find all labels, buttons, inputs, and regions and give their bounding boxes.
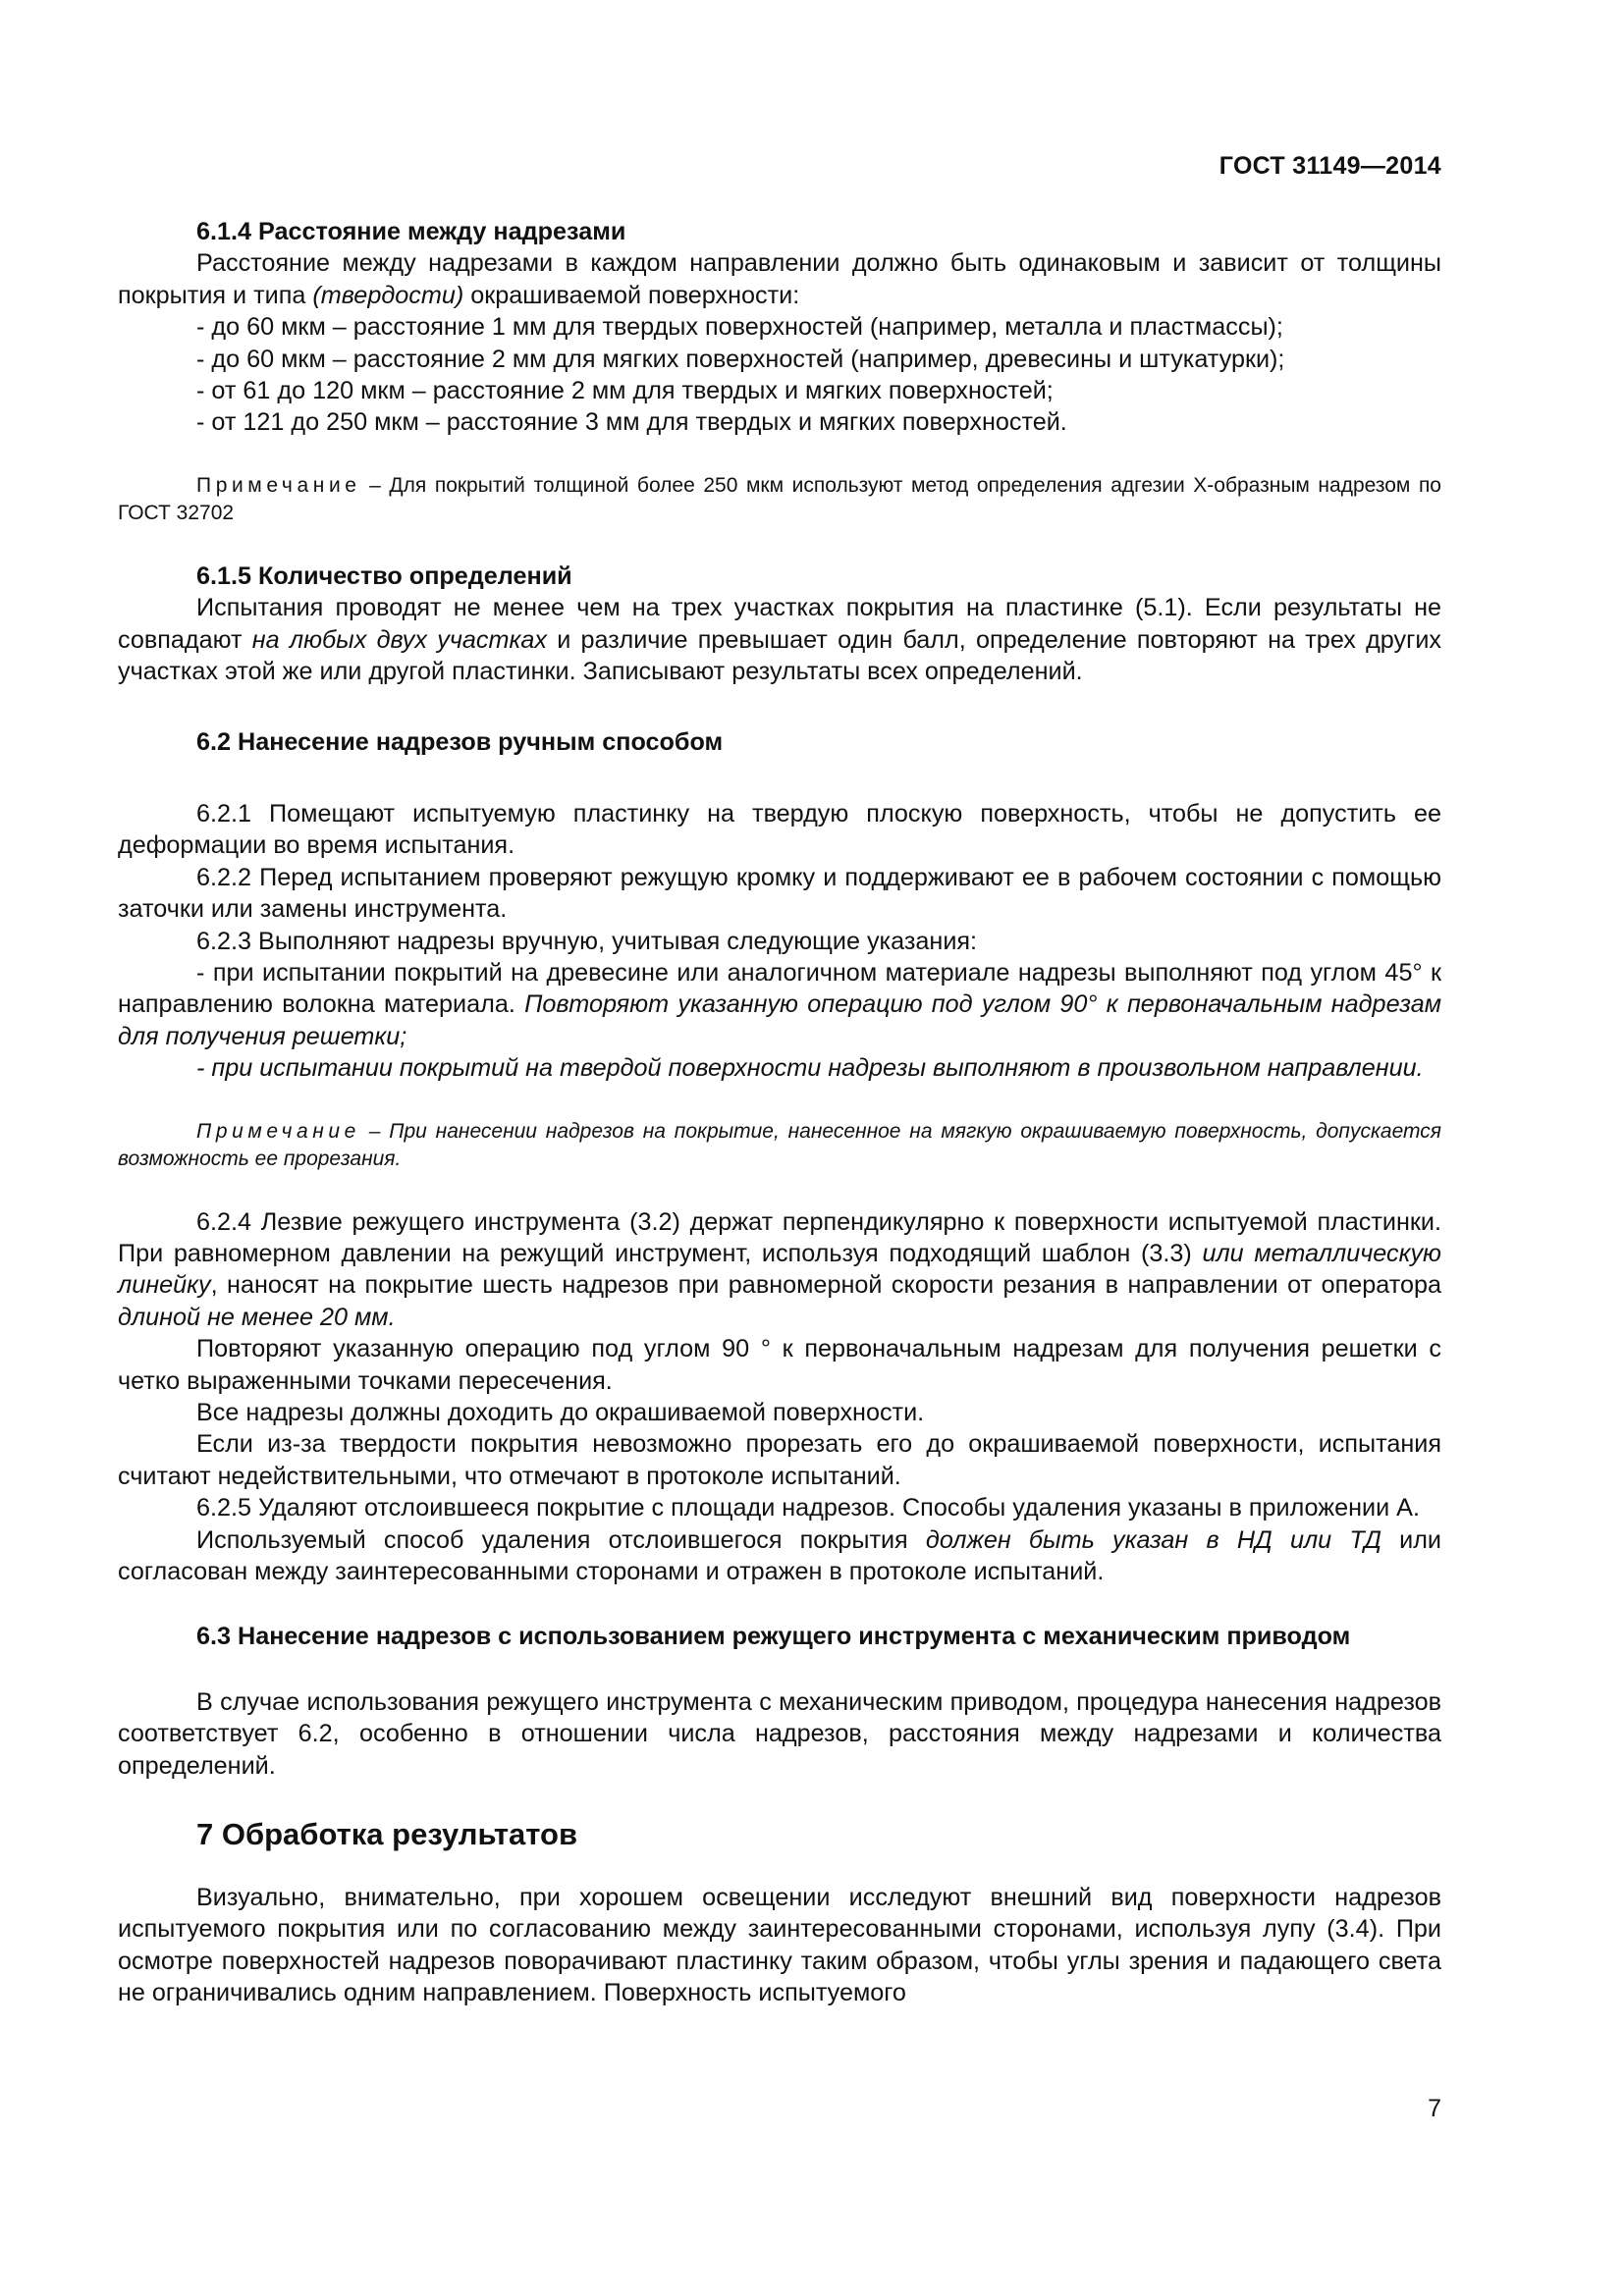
heading-6-1-5: 6.1.5 Количество определений bbox=[196, 561, 572, 590]
document-id-header: ГОСТ 31149—2014 bbox=[1218, 152, 1441, 180]
paragraph-6-1-4-intro: Расстояние между надрезами в каждом направлении должно быть одинаковым и зависит от толщины покрытия и типа (твердости) окрашиваемой поверхности: bbox=[118, 249, 1441, 309]
paragraph-6-2-2: 6.2.2 Перед испытанием проверяют режущую кромку и поддерживают ее в рабочем состоянии с помощью заточки или замены инструмента. bbox=[118, 863, 1441, 924]
paragraph-6-2-1: 6.2.1 Помещают испытуемую пластинку на твердую плоскую поверхность, чтобы не допустить ее деформации во время испытания. bbox=[118, 799, 1441, 860]
heading-6-3: 6.3 Нанесение надрезов с использованием режущего инструмента с механическим приводом bbox=[196, 1623, 1351, 1651]
page-content bbox=[118, 216, 1441, 2009]
list-item: - при испытании покрытий на древесине или аналогичном материале надрезы выполняют под углом 45° к направлению волокна материала. Повторяют указанную операцию под углом 90° к первоначальным надрезам для получения решетки; bbox=[118, 958, 1441, 1050]
paragraph-7: Визуально, внимательно, при хорошем освещении исследуют внешний вид поверхности надрезов испытуемого покрытия или по согласованию между заинтересованными сторонами, используя лупу (3.4). При осмотре поверхностей надрезов поворачивают пластинку таким образом, чтобы углы зрения и падающего света не ограничивались одним направлением. Поверхность испытуемого bbox=[118, 1884, 1441, 2007]
paragraph-repeat: Повторяют указанную операцию под углом 90 ° к первоначальным надрезам для получения решетки с четко выраженными точками пересечения. bbox=[118, 1335, 1441, 1395]
note-label: Примечание bbox=[196, 1119, 360, 1143]
list-item: - до 60 мкм – расстояние 1 мм для твердых поверхностей (например, металла и пластмассы); bbox=[196, 313, 1283, 342]
paragraph-removal-method: Используемый способ удаления отслоившегося покрытия должен быть указан в НД или ТД или согласован между заинтересованными сторонами и отражен в протоколе испытаний. bbox=[118, 1525, 1441, 1585]
list-item: - от 61 до 120 мкм – расстояние 2 мм для твердых и мягких поверхностей; bbox=[196, 377, 1054, 405]
paragraph-6-3: В случае использования режущего инструмента с механическим приводом, процедура нанесения надрезов соответствует 6.2, особенно в отношении числа надрезов, расстояния между надрезами и количества определений. bbox=[118, 1687, 1441, 1780]
paragraph-6-2-5: 6.2.5 Удаляют отслоившееся покрытие с площади надрезов. Способы удаления указаны в приложении А. bbox=[196, 1494, 1420, 1522]
paragraph-all-cuts: Все надрезы должны доходить до окрашиваемой поверхности. bbox=[196, 1398, 925, 1426]
paragraph-6-2-3: 6.2.3 Выполняют надрезы вручную, учитывая следующие указания: bbox=[196, 927, 978, 955]
note-6-2: Примечание – При нанесении надрезов на покрытие, нанесенное на мягкую окрашиваемую поверхность, допускается возможность ее прорезания. bbox=[118, 1119, 1441, 1170]
note-6-1-4: Примечание – Для покрытий толщиной более 250 мкм используют метод определения адгезии Х-образным надрезом по ГОСТ 32702 bbox=[118, 473, 1441, 524]
list-item: - от 121 до 250 мкм – расстояние 3 мм для твердых и мягких поверхностей. bbox=[196, 408, 1067, 437]
list-item: - при испытании покрытий на твердой поверхности надрезы выполняют в произвольном направлении. bbox=[196, 1054, 1424, 1083]
list-item: - до 60 мкм – расстояние 2 мм для мягких поверхностей (например, древесины и штукатурки); bbox=[196, 345, 1285, 373]
page-number: 7 bbox=[1428, 2095, 1441, 2122]
note-label: Примечание bbox=[196, 473, 361, 497]
paragraph-6-2-4: 6.2.4 Лезвие режущего инструмента (3.2) держат перпендикулярно к поверхности испытуемой пластинки. При равномерном давлении на режущий инструмент, используя подходящий шаблон (3.3) или металлическую линейку, наносят на покрытие шесть надрезов при равномерной скорости резания в направлении от оператора длиной не менее 20 мм. bbox=[118, 1207, 1441, 1331]
heading-6-2: 6.2 Нанесение надрезов ручным способом bbox=[196, 728, 724, 757]
heading-7: 7 Обработка результатов bbox=[196, 1817, 578, 1852]
paragraph-invalid: Если из-за твердости покрытия невозможно прорезать его до окрашиваемой поверхности, испытания считают недействительными, что отмечают в протоколе испытаний. bbox=[118, 1430, 1441, 1490]
heading-6-1-4: 6.1.4 Расстояние между надрезами bbox=[196, 218, 626, 245]
paragraph-6-1-5: Испытания проводят не менее чем на трех участках покрытия на пластинке (5.1). Если результаты не совпадают на любых двух участках и различие превышает один балл, определение повторяют на трех других участках этой же или другой пластинки. Записывают результаты всех определений. bbox=[118, 594, 1441, 686]
